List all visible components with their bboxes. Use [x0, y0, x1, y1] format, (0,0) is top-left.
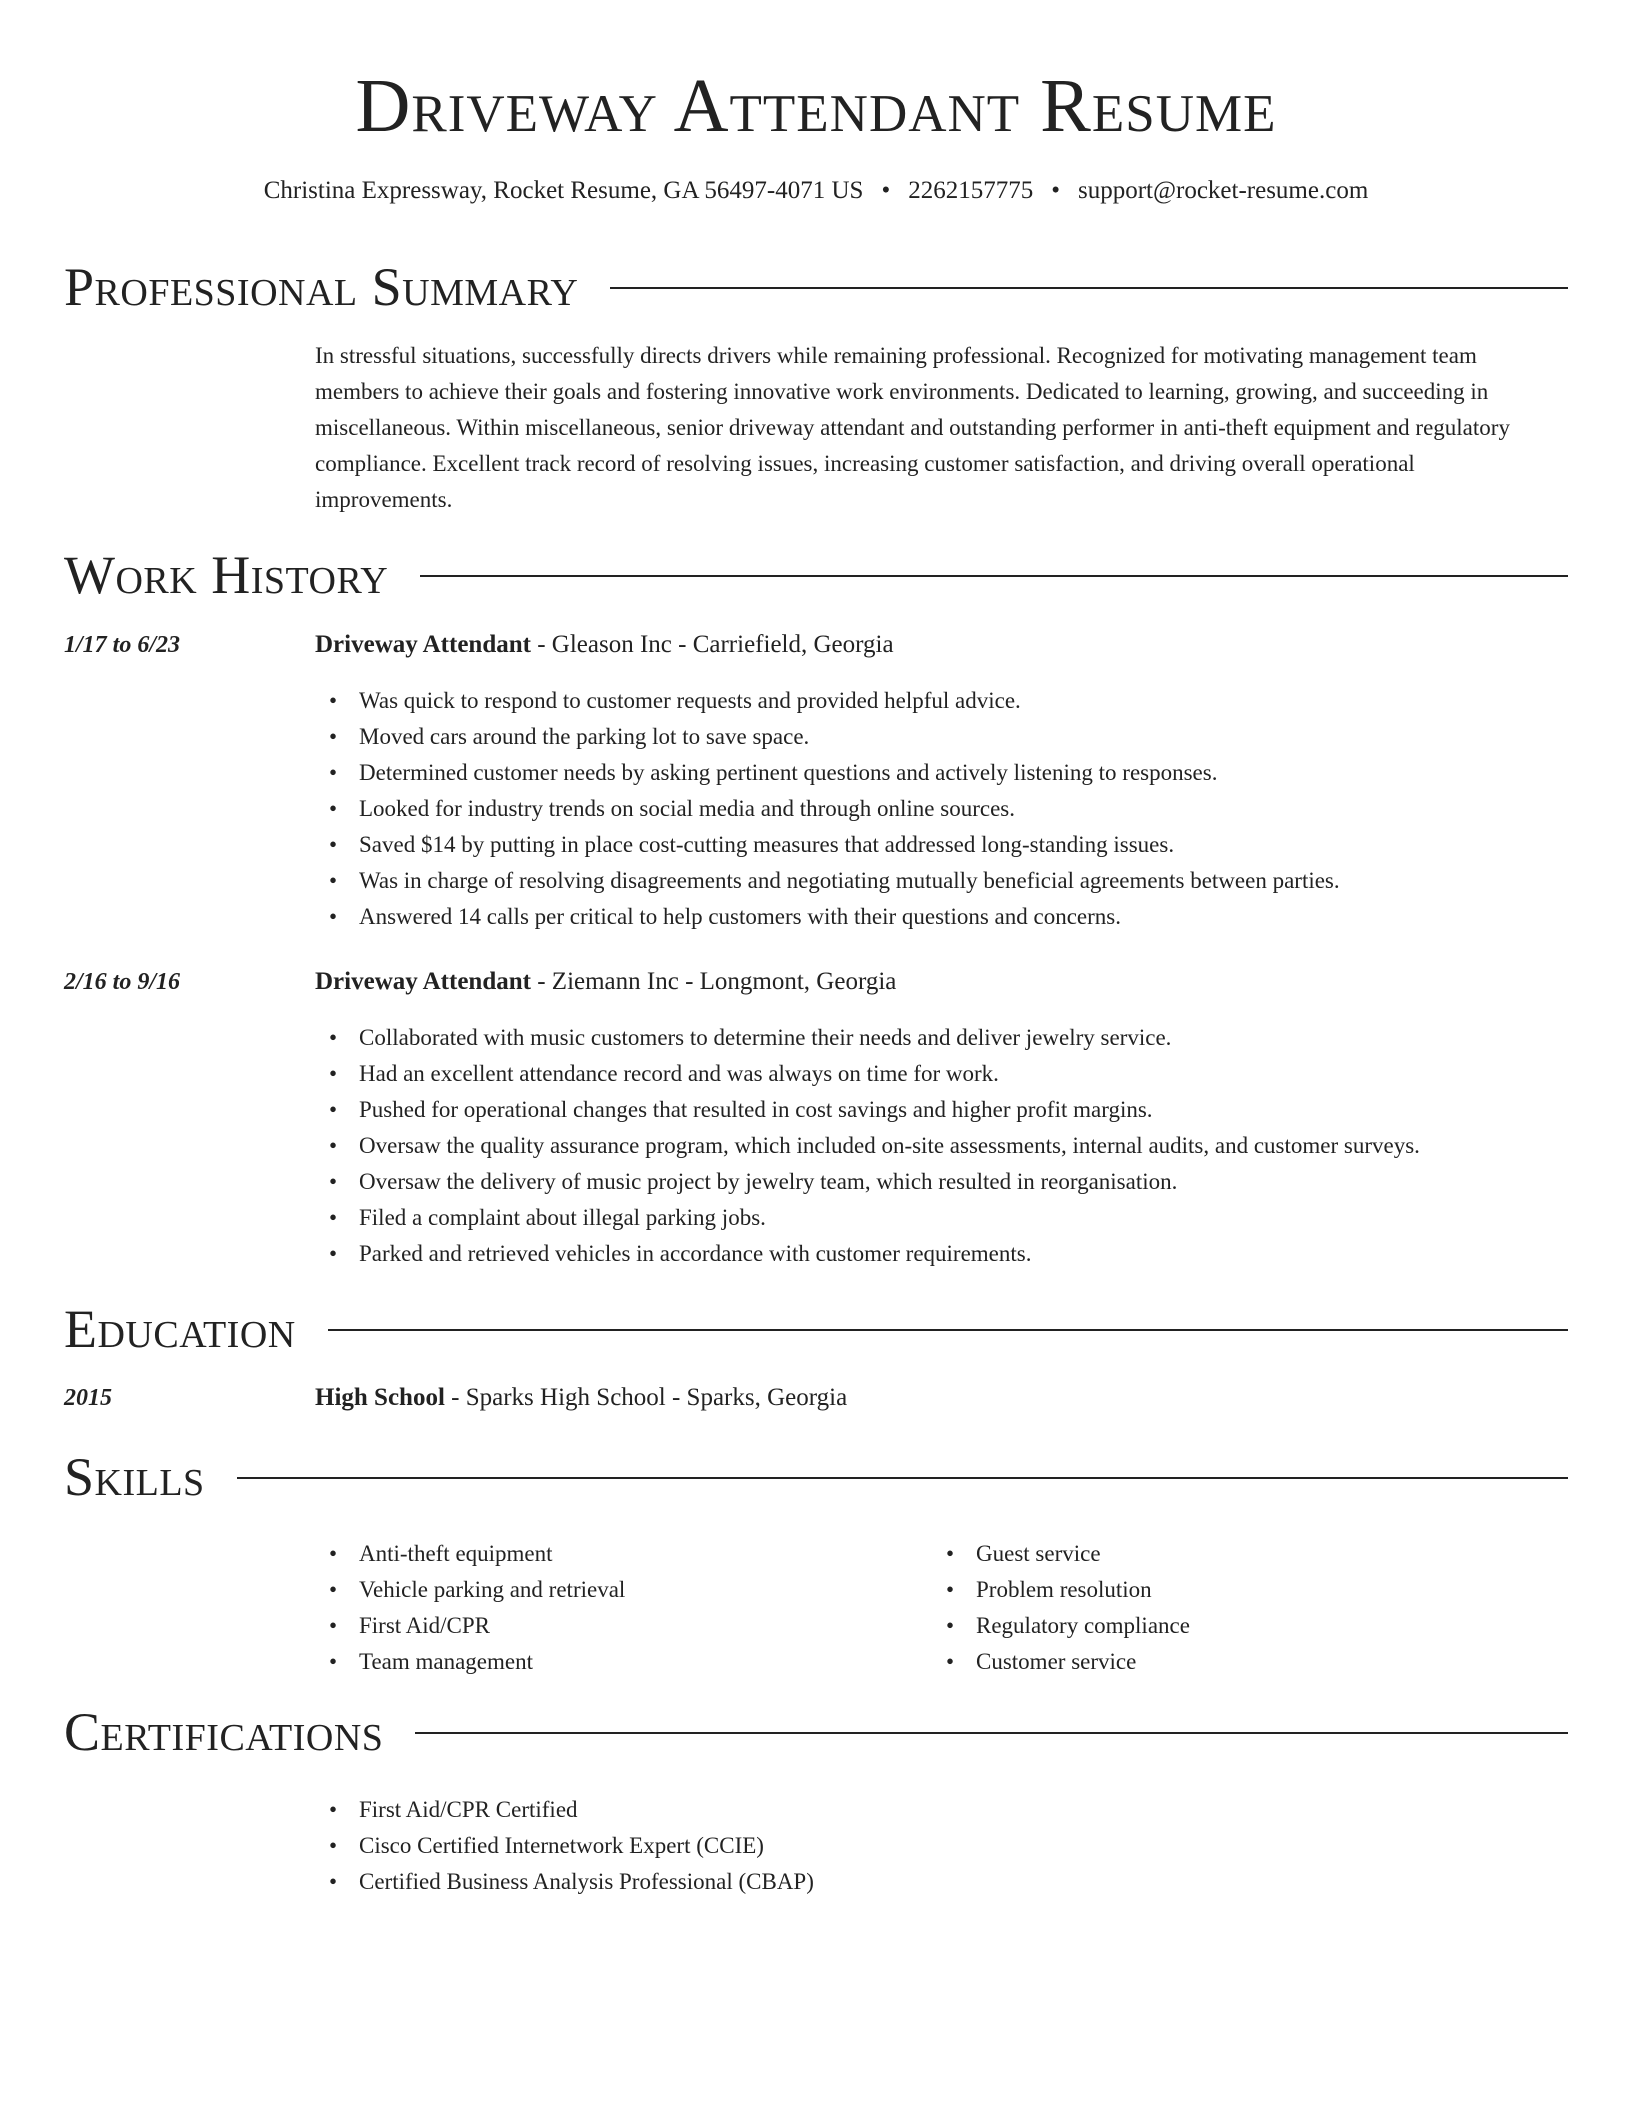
list-item: • Oversaw the quality assurance program, which included on-site assessments, internal audits, and customer surveys. — [359, 1128, 1420, 1164]
contact-address: Christina Expressway, Rocket Resume, GA 56497-4071 US — [263, 177, 864, 204]
certification-item: • Certified Business Analysis Professional (CBAP) — [359, 1864, 814, 1900]
skills-list-right — [932, 1536, 1190, 1680]
skill-item: • Customer service — [976, 1644, 1190, 1680]
contact-line — [0, 174, 1632, 208]
section-header-summary — [64, 252, 1568, 322]
list-item: • Collaborated with music customers to determine their needs and deliver jewelry service. — [359, 1020, 1420, 1056]
list-item: • Answered 14 calls per critical to help customers with their questions and concerns. — [359, 899, 1340, 935]
skill-item: • Problem resolution — [976, 1572, 1190, 1608]
skill-item: • Regulatory compliance — [976, 1608, 1190, 1644]
skill-item: • First Aid/CPR — [359, 1608, 625, 1644]
job-title: Driveway Attendant — [315, 968, 531, 995]
contact-separator: • — [1051, 177, 1060, 204]
section-header-work-history — [64, 540, 1568, 610]
section-title-work-history: Work History — [64, 545, 389, 605]
list-item: • Parked and retrieved vehicles in accordance with customer requirements. — [359, 1236, 1420, 1272]
section-header-education — [64, 1294, 1568, 1364]
job-dates: 2/16 to 9/16 — [64, 969, 181, 995]
skill-item: • Anti-theft equipment — [359, 1536, 625, 1572]
contact-separator: • — [881, 177, 891, 204]
job-employer: - Gleason Inc - Carriefield, Georgia — [530, 631, 894, 658]
section-title-summary: Professional Summary — [64, 257, 579, 317]
certifications-list — [315, 1792, 814, 1900]
education-school: - Sparks High School - Sparks, Georgia — [444, 1384, 848, 1411]
certification-item: • First Aid/CPR Certified — [359, 1792, 814, 1828]
job-responsibilities — [315, 1020, 1420, 1272]
certification-item: • Cisco Certified Internetwork Expert (CCIE) — [359, 1828, 814, 1864]
list-item: • Was quick to respond to customer requests and provided helpful advice. — [359, 683, 1340, 719]
job-responsibilities — [315, 683, 1340, 935]
list-item: • Pushed for operational changes that resulted in cost savings and higher profit margins. — [359, 1092, 1420, 1128]
section-divider — [328, 1329, 1568, 1331]
education-heading — [315, 1381, 1565, 1415]
list-item: • Saved $14 by putting in place cost-cutting measures that addressed long-standing issues. — [359, 827, 1340, 863]
skill-item: • Vehicle parking and retrieval — [359, 1572, 625, 1608]
section-title-education: Education — [64, 1299, 296, 1359]
section-divider — [610, 287, 1568, 289]
skill-item: • Guest service — [976, 1536, 1190, 1572]
section-divider — [420, 575, 1568, 577]
section-divider — [237, 1477, 1568, 1479]
section-header-skills — [64, 1442, 1568, 1512]
list-item: • Had an excellent attendance record and was always on time for work. — [359, 1056, 1420, 1092]
list-item: • Determined customer needs by asking pertinent questions and actively listening to responses. — [359, 755, 1340, 791]
section-divider — [415, 1732, 1568, 1734]
education-degree: High School — [315, 1384, 445, 1411]
section-title-certifications: Certifications — [64, 1702, 384, 1762]
list-item: • Filed a complaint about illegal parking jobs. — [359, 1200, 1420, 1236]
list-item: • Looked for industry trends on social media and through online sources. — [359, 791, 1340, 827]
job-heading — [315, 628, 1565, 662]
list-item: • Was in charge of resolving disagreements and negotiating mutually beneficial agreements between parties. — [359, 863, 1340, 899]
job-title: Driveway Attendant — [315, 631, 531, 658]
resume-title: Driveway Attendant Resume — [355, 64, 1277, 148]
job-dates: 1/17 to 6/23 — [64, 632, 181, 658]
contact-email[interactable]: support@rocket-resume.com — [1077, 177, 1369, 204]
education-year: 2015 — [64, 1385, 112, 1411]
list-item: • Oversaw the delivery of music project by jewelry team, which resulted in reorganisation. — [359, 1164, 1420, 1200]
job-heading — [315, 965, 1565, 999]
skill-item: • Team management — [359, 1644, 625, 1680]
summary-text: In stressful situations, successfully directs drivers while remaining professional. Recognized for motivating management team members to achieve their goals and fostering innovative work environments. Dedicated to learning, growing, and succeeding in miscellaneous. Within miscellaneous, senior driveway attendant and outstanding performer in anti-theft equipment and regulatory compliance. Excellent track record of resolving issues, increasing customer satisfaction, and driving overall operational improvements. — [315, 343, 1510, 512]
skills-list-left — [315, 1536, 625, 1680]
job-employer: - Ziemann Inc - Longmont, Georgia — [530, 968, 897, 995]
section-title-skills: Skills — [64, 1447, 205, 1507]
contact-phone[interactable]: 2262157775 — [908, 177, 1034, 204]
section-header-certifications — [64, 1697, 1568, 1767]
list-item: • Moved cars around the parking lot to save space. — [359, 719, 1340, 755]
